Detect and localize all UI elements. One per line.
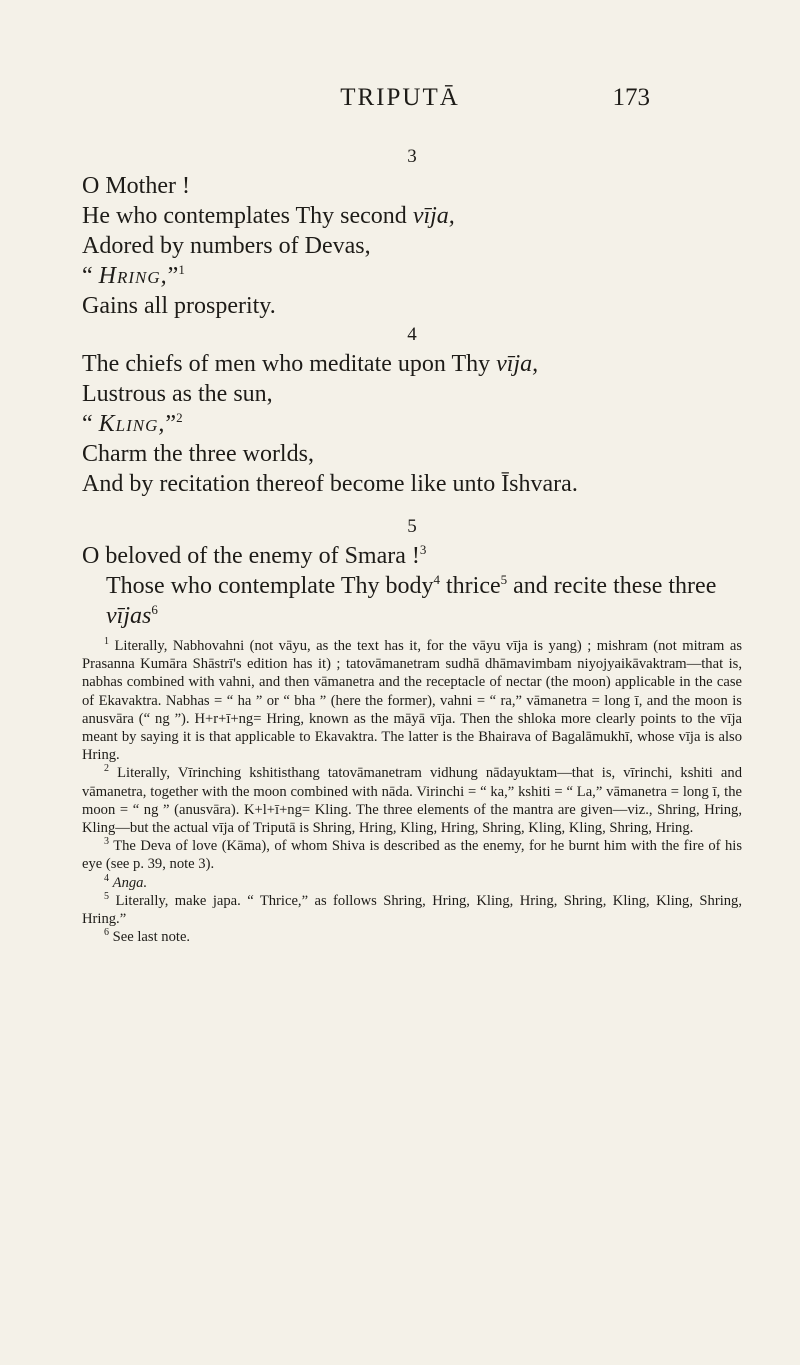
running-title: TRIPUTĀ xyxy=(340,84,460,111)
verse-line: And by recitation thereof become like unto Īshvara. xyxy=(82,471,578,497)
verse-line: Those who contemplate Thy body$^4$ thrice$^5$ and recite these three vījas$^6$ xyxy=(106,572,717,629)
stanza-3 xyxy=(82,171,742,321)
page-header xyxy=(0,84,800,114)
footnote-ref: 5 xyxy=(500,572,508,587)
verse-line: O Mother ! xyxy=(82,173,190,199)
footnote: $^3$ The Deva of love (Kāma), of whom Shiva is described as the enemy, for he burnt him with the fire of his eye (see p. 39, note 3). xyxy=(82,836,742,873)
stanza-5 xyxy=(82,541,742,631)
stanza-number: 4 xyxy=(407,324,417,345)
footnote-ref: 3 xyxy=(419,542,427,557)
verse-line: O beloved of the enemy of Smara !$^3$ xyxy=(82,542,427,569)
footnote: $^1$ Literally, Nabhovahni (not vāyu, as the text has it, for the vāyu vīja is yang) ; mishram (not mitram as Prasanna Kumāra Shāstrī's edition has it) ; tatovāmanetram sudhā dhāmavimbam niyojyaikāvaktram—that is, nabhas combined with vahni, and then vāmanetra and the receptacle of nectar (the moon) applicable in the case of Ekavaktra. Nabhas = “ ha ” or “ bha ” (here the former), vahni = “ ra,” vāmanetra = long ī, and the moon is anusvāra (“ ng ”). H+r+ī+ng= Hring, known as the māyā vīja. Then the shloka more clearly points to the vīja meant by saying it is that applicable to Ekavaktra. The latter is the Bhairava of Bagalāmukhī, whose vīja is also Hring. xyxy=(82,636,743,764)
stanza-number: 3 xyxy=(407,146,417,167)
footnote: $^5$ Literally, make japa. “ Thrice,” as follows Shring, Hring, Kling, Hring, Shring, Kling, Kling, Shring, Hring.” xyxy=(82,890,742,928)
verse-line: The chiefs of men who meditate upon Thy vīja, xyxy=(82,351,539,377)
footnote-ref: 2 xyxy=(176,410,183,425)
verse-line: Lustrous as the sun, xyxy=(82,381,273,407)
footnotes xyxy=(82,637,742,946)
verse-line: He who contemplates Thy second vīja, xyxy=(82,203,455,229)
stanza-number: 5 xyxy=(407,516,417,537)
verse-line: “ Kling,”$^2$ xyxy=(82,410,183,437)
footnote-ref: 6 xyxy=(151,602,158,617)
body-text xyxy=(82,143,742,946)
verse-line: Charm the three worlds, xyxy=(82,441,314,467)
verse-line: Gains all prosperity. xyxy=(82,293,276,319)
page-number: 173 xyxy=(612,84,650,111)
verse-line: Adored by numbers of Devas, xyxy=(82,233,371,259)
footnote: $^4$ Anga. xyxy=(104,872,148,891)
verse-line: “ Hring,”$^1$ xyxy=(82,262,185,289)
footnote-ref: 1 xyxy=(178,262,185,277)
footnote: $^6$ See last note. xyxy=(104,927,191,946)
footnote-ref: 4 xyxy=(433,572,440,587)
stanza-4 xyxy=(82,349,742,499)
footnote: $^2$ Literally, Vīrinching kshitisthang tatovāmanetram vidhung nādayuktam—that is, vīrinchi, kshiti and vāmanetra, together with the moon combined with nāda. Virinchi = “ ka,” kshiti = “ La,” vāmanetra = long ī, the moon = “ ng ” (anusvāra). K+l+ī+ng= Kling. The three elements of the mantra are given—viz., Shring, Hring, Kling—but the actual vīja of Triputā is Shring, Hring, Kling, Hring, Shring, Kling, Kling, Shring, Hring. xyxy=(82,763,742,837)
